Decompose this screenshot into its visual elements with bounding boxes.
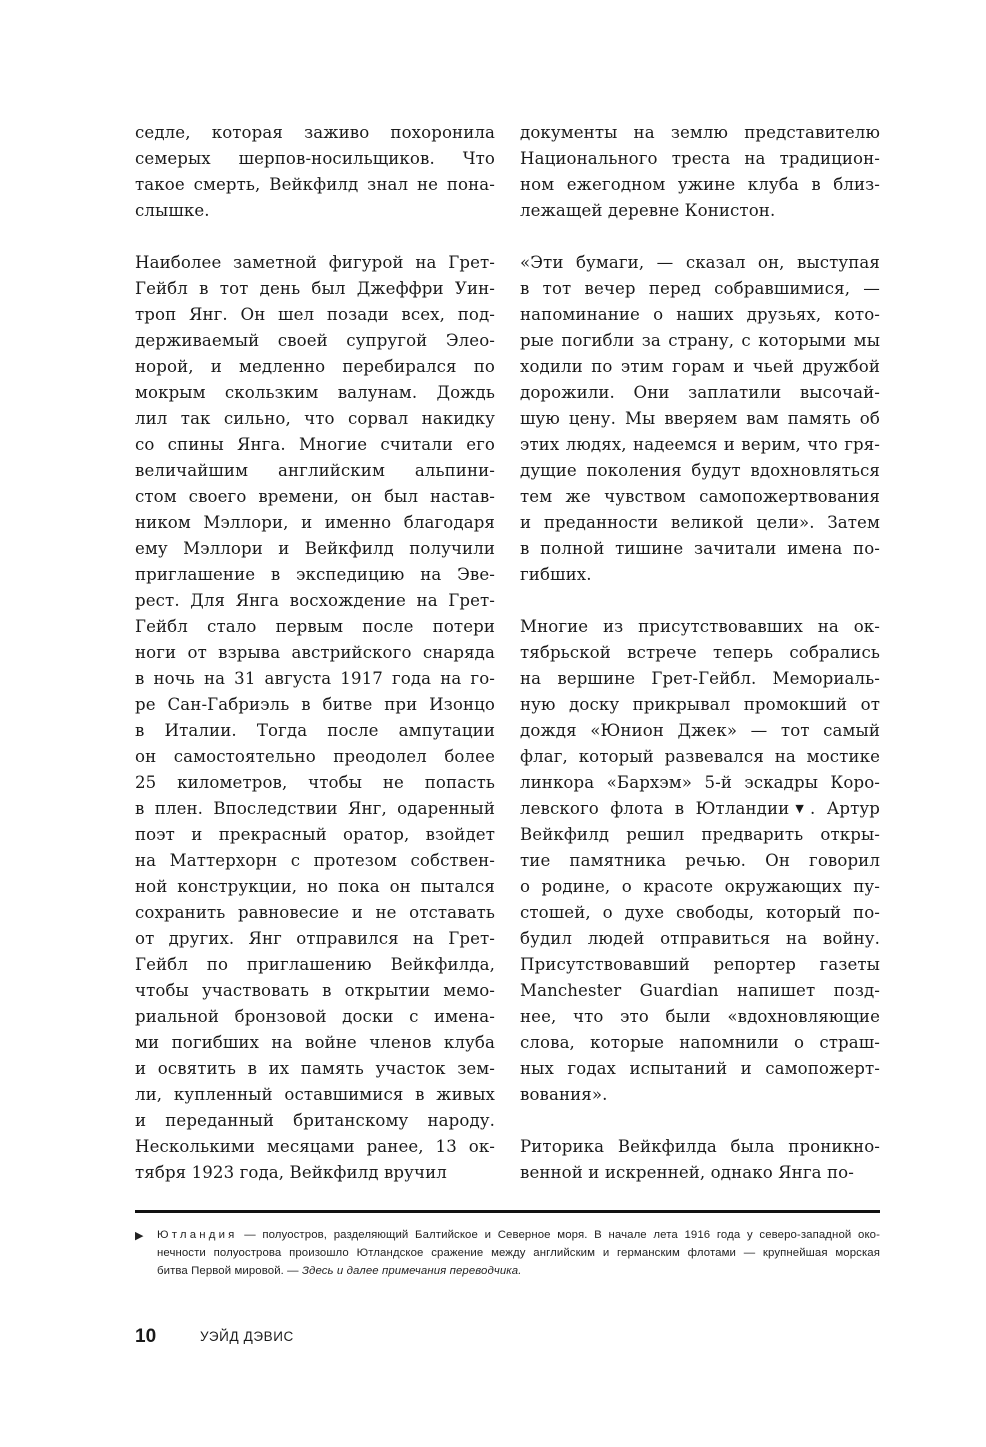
- text-line: он самостоятельно преодолел более: [135, 747, 495, 766]
- text-line: чтобы участвовать в открытии мемо-: [135, 981, 495, 1000]
- paragraph: [135, 250, 495, 1186]
- paragraph: [520, 250, 880, 588]
- footnote-line-2: нечности полуострова произошло Ютландское сражение между английским и германским флотами — крупнейшая морская: [157, 1247, 880, 1259]
- text-line: в плен. Впоследствии Янг, одаренный: [135, 799, 495, 818]
- text-line: со спины Янга. Многие считали его: [135, 435, 495, 454]
- text-line: Гейбл по приглашению Вейкфилда,: [135, 955, 495, 974]
- text-line: вования».: [520, 1085, 608, 1104]
- text-line: «Эти бумаги, — сказал он, выступая: [520, 253, 880, 272]
- text-line: такое смерть, Вейкфилд знал не пона-: [135, 175, 495, 194]
- text-line: в ночь на 31 августа 1917 года на го-: [135, 669, 495, 688]
- text-line: напоминание о наших друзьях, кото-: [520, 305, 880, 324]
- text-line: дущие поколения будут вдохновляться: [520, 461, 880, 480]
- text-fragment: . Артур: [809, 799, 880, 818]
- footnote-line-1: [157, 1226, 880, 1244]
- page-number: 10: [135, 1326, 157, 1347]
- footnote-body: [157, 1226, 880, 1280]
- text-line: от других. Янг отправился на Грет-: [135, 929, 495, 948]
- text-line: нее, что это были «вдохновляющие: [520, 1007, 880, 1026]
- text-line: ре Сан-Габриэль в битве при Изонцо: [135, 695, 495, 714]
- text-line: Национального треста на традицион-: [520, 149, 880, 168]
- text-line: рест. Для Янга восхождение на Грет-: [135, 591, 495, 610]
- text-line: шую цену. Мы вверяем вам память об: [520, 409, 880, 428]
- text-line: ему Мэллори и Вейкфилд получили: [135, 539, 495, 558]
- text-line: в тот вечер перед собравшимися, —: [520, 279, 880, 298]
- text-line: держиваемый своей супругой Элео-: [135, 331, 495, 350]
- text-line: тября 1923 года, Вейкфилд вручил: [135, 1163, 447, 1182]
- text-line: ном ежегодном ужине клуба в близ-: [520, 175, 880, 194]
- text-line: и преданности великой цели». Затем: [520, 513, 880, 532]
- text-line: лил так сильно, что сорвал накидку: [135, 409, 495, 428]
- text-line: гибших.: [520, 565, 592, 584]
- footnote-reference-icon[interactable]: ▼: [789, 802, 810, 815]
- text-line: седле, которая заживо похоронила: [135, 123, 495, 142]
- text-line: слова, которые напомнили о страш-: [520, 1033, 880, 1052]
- right-text-column: [520, 120, 880, 1212]
- text-line: ную доску прикрывал промокший от: [520, 695, 880, 714]
- text-line: и переданный британскому народу.: [135, 1111, 495, 1130]
- text-line: в Италии. Тогда после ампутации: [135, 721, 495, 740]
- text-line: ли, купленный оставшимися в живых: [135, 1085, 495, 1104]
- text-line: линкора «Бархэм» 5-й эскадры Коро-: [520, 773, 880, 792]
- text-line: на вершине Грет-Гейбл. Мемориаль-: [520, 669, 880, 688]
- text-line: сохранить равновесие и не отставать: [135, 903, 495, 922]
- text-line: ником Мэллори, и именно благодаря: [135, 513, 495, 532]
- text-line: документы на землю представителю: [520, 123, 880, 142]
- text-line: ходили по этим горам и чьей дружбой: [520, 357, 880, 376]
- text-line: флаг, который развевался на мостике: [520, 747, 880, 766]
- text-line: семерых шерпов-носильщиков. Что: [135, 149, 495, 168]
- text-fragment: левского флота в Ютландии: [520, 799, 790, 818]
- text-line: Гейбл в тот день был Джеффри Уин-: [135, 279, 495, 298]
- text-line: на Маттерхорн с протезом собствен-: [135, 851, 495, 870]
- text-line: величайшим английским альпини-: [135, 461, 495, 480]
- text-line: рые погибли за страну, с которыми мы: [520, 331, 880, 350]
- text-line: Вейкфилд решил предварить откры-: [520, 825, 880, 844]
- text-line: Несколькими месяцами ранее, 13 ок-: [135, 1137, 495, 1156]
- text-line: троп Янг. Он шел позади всех, под-: [135, 305, 495, 324]
- text-line: поэт и прекрасный оратор, взойдет: [135, 825, 495, 844]
- text-line: Manchester Guardian напишет позд-: [520, 981, 880, 1000]
- text-line: ми погибших на войне членов клуба: [135, 1033, 495, 1052]
- text-line: тем же чувством самопожертвования: [520, 487, 880, 506]
- paragraph: [520, 614, 880, 1108]
- text-line: лежащей деревне Конистон.: [520, 201, 776, 220]
- text-line: тябрьской встрече теперь собрались: [520, 643, 880, 662]
- text-line: тие памятника речью. Он говорил: [520, 851, 880, 870]
- text-line: Риторика Вейкфилда была проникно-: [520, 1137, 880, 1156]
- footnote-divider: [135, 1210, 880, 1213]
- text-line: венной и искренней, однако Янга по-: [520, 1163, 854, 1182]
- text-line: 25 километров, чтобы не попасть: [135, 773, 495, 792]
- text-line: Присутствовавший репортер газеты: [520, 955, 880, 974]
- text-line: Гейбл стало первым после потери: [135, 617, 495, 636]
- text-line: приглашение в экспедицию на Эве-: [135, 565, 495, 584]
- footnote-marker-icon: ▶: [135, 1230, 144, 1242]
- footnote-term: Ютландия: [157, 1229, 238, 1241]
- paragraph: [520, 120, 880, 224]
- text-line: и освятить в их память участок зем-: [135, 1059, 495, 1078]
- text-line: стом своего времени, он был настав-: [135, 487, 495, 506]
- text-line: дорожили. Они заплатили высочай-: [520, 383, 880, 402]
- text-line: ноги от взрыва австрийского снаряда: [135, 643, 495, 662]
- text-line: норой, и медленно перебирался по: [135, 357, 495, 376]
- paragraph: [135, 120, 495, 224]
- text-line: ных годах испытаний и самопожерт-: [520, 1059, 880, 1078]
- text-line: ной конструкции, но пока он пытался: [135, 877, 495, 896]
- text-line: будил людей отправиться на войну.: [520, 929, 880, 948]
- text-line: в полной тишине зачитали имена по-: [520, 539, 880, 558]
- text-line: риальной бронзовой доски с имена-: [135, 1007, 495, 1026]
- text-line: слышке.: [135, 201, 210, 220]
- text-line: этих людях, надеемся и верим, что гря-: [520, 435, 880, 454]
- footnote-line-3: [157, 1262, 880, 1280]
- text-line: стошей, о духе свободы, который по-: [520, 903, 880, 922]
- translator-note: Здесь и далее примечания переводчика.: [301, 1265, 522, 1277]
- text-line: мокрым скользким валунам. Дождь: [135, 383, 495, 402]
- text-line: [520, 796, 880, 822]
- footnote-line-1-text: — полуостров, разделяющий Балтийское и Северное моря. В начале лета 1916 года у северо-западной око-: [237, 1229, 880, 1241]
- running-head-author: УЭЙД ДЭВИС: [200, 1329, 294, 1344]
- text-line: Многие из присутствовавших на ок-: [520, 617, 880, 636]
- text-line: дождя «Юнион Джек» — тот самый: [520, 721, 880, 740]
- text-line: Наиболее заметной фигурой на Грет-: [135, 253, 495, 272]
- left-text-column: [135, 120, 495, 1212]
- text-line: о родине, о красоте окружающих пу-: [520, 877, 880, 896]
- paragraph: [520, 1134, 880, 1186]
- footnote-line-3-text: битва Первой мировой. —: [157, 1265, 302, 1277]
